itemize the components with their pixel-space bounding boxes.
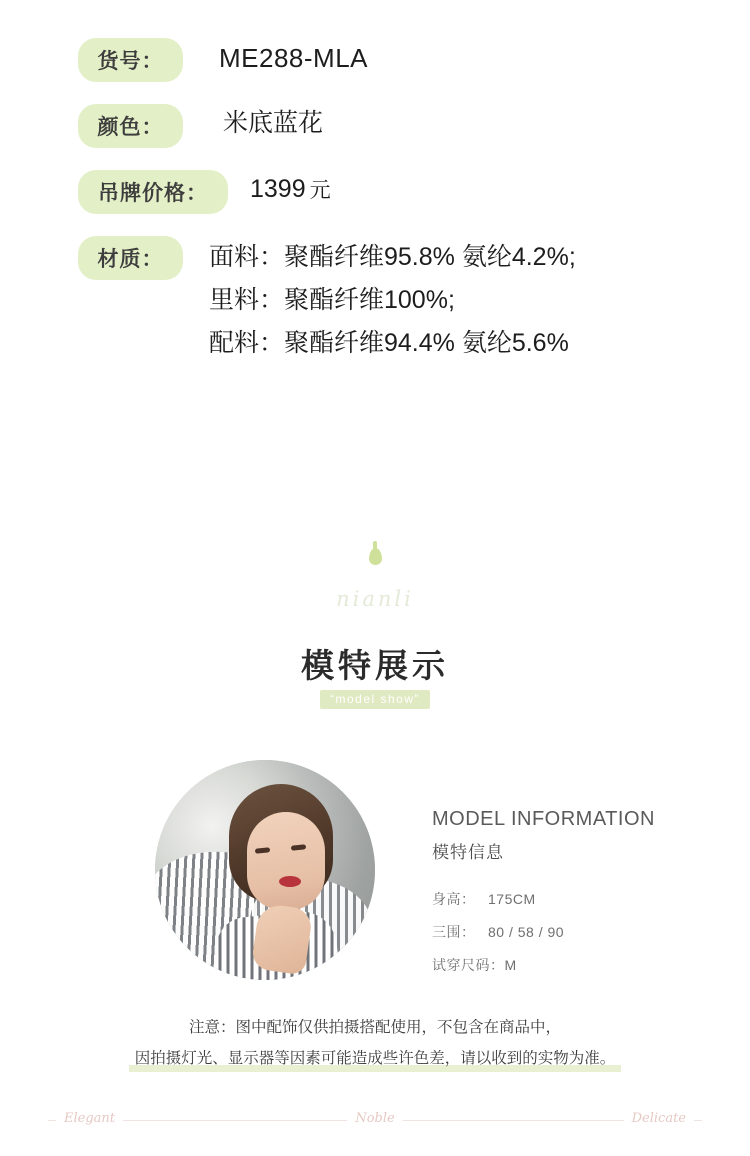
material-line: 面料：聚酯纤维95.8% 氨纶4.2%; bbox=[209, 243, 576, 271]
model-info-height-value: 175CM bbox=[488, 891, 536, 907]
price-amount: 1399 bbox=[250, 175, 306, 203]
footer bbox=[0, 1108, 750, 1134]
notice-block bbox=[0, 1012, 750, 1074]
model-info-list bbox=[432, 889, 692, 975]
model-show-title: 模特展示 bbox=[301, 647, 449, 684]
model-show-subtitle: “model show” bbox=[320, 690, 430, 709]
material-line: 里料：聚酯纤维100%; bbox=[209, 286, 455, 314]
spec-row-tag-price bbox=[0, 170, 750, 214]
model-show-subtitle-wrap bbox=[0, 690, 750, 709]
spec-row-color bbox=[0, 104, 750, 148]
spec-row-item-code bbox=[0, 38, 750, 82]
model-info-measurements-key: 三围： bbox=[432, 924, 476, 940]
model-info-measurements-value: 80 / 58 / 90 bbox=[488, 924, 565, 940]
notice-line-2: 因拍摄灯光、显示器等因素可能造成些许色差，请以收到的实物为准。 bbox=[134, 1050, 616, 1067]
leaf-drop-icon bbox=[369, 548, 382, 565]
price-unit: 元 bbox=[309, 179, 331, 202]
product-spec-table bbox=[0, 38, 750, 387]
spec-value-item-code: ME288-MLA bbox=[219, 43, 368, 73]
model-photo bbox=[155, 760, 375, 980]
model-information bbox=[432, 808, 692, 988]
footer-word-right: Delicate bbox=[624, 1111, 694, 1126]
footer-word-center: Noble bbox=[347, 1111, 402, 1126]
model-info-size-value: M bbox=[504, 957, 517, 973]
model-info-title-cn: 模特信息 bbox=[432, 843, 504, 862]
model-info-measurements bbox=[432, 922, 692, 942]
spec-label-tag-price: 吊牌价格： bbox=[78, 170, 228, 214]
notice-line-2-wrap bbox=[135, 1043, 616, 1074]
footer-word-left: Elegant bbox=[56, 1111, 123, 1126]
brand-mark bbox=[0, 548, 750, 611]
spec-label-item-code: 货号： bbox=[78, 38, 183, 82]
photo-face bbox=[247, 812, 325, 910]
photo-lips bbox=[279, 876, 301, 887]
model-info-title-en: MODEL INFORMATION bbox=[432, 808, 655, 830]
model-info-height-key: 身高： bbox=[432, 891, 476, 907]
spec-row-material bbox=[0, 236, 750, 365]
material-line: 配料：聚酯纤维94.4% 氨纶5.6% bbox=[209, 329, 569, 357]
notice-line-1: 注意：图中配饰仅供拍摄搭配使用，不包含在商品中， bbox=[188, 1019, 561, 1036]
model-info-size bbox=[432, 955, 692, 975]
spec-label-color: 颜色： bbox=[78, 104, 183, 148]
spec-value-material bbox=[209, 236, 576, 365]
spec-value-color: 米底蓝花 bbox=[223, 109, 324, 137]
model-info-size-key: 试穿尺码： bbox=[432, 957, 505, 973]
model-info-height bbox=[432, 889, 692, 909]
spec-value-tag-price bbox=[250, 170, 331, 205]
spec-label-material: 材质： bbox=[78, 236, 183, 280]
brand-wordmark: nianli bbox=[336, 587, 414, 611]
